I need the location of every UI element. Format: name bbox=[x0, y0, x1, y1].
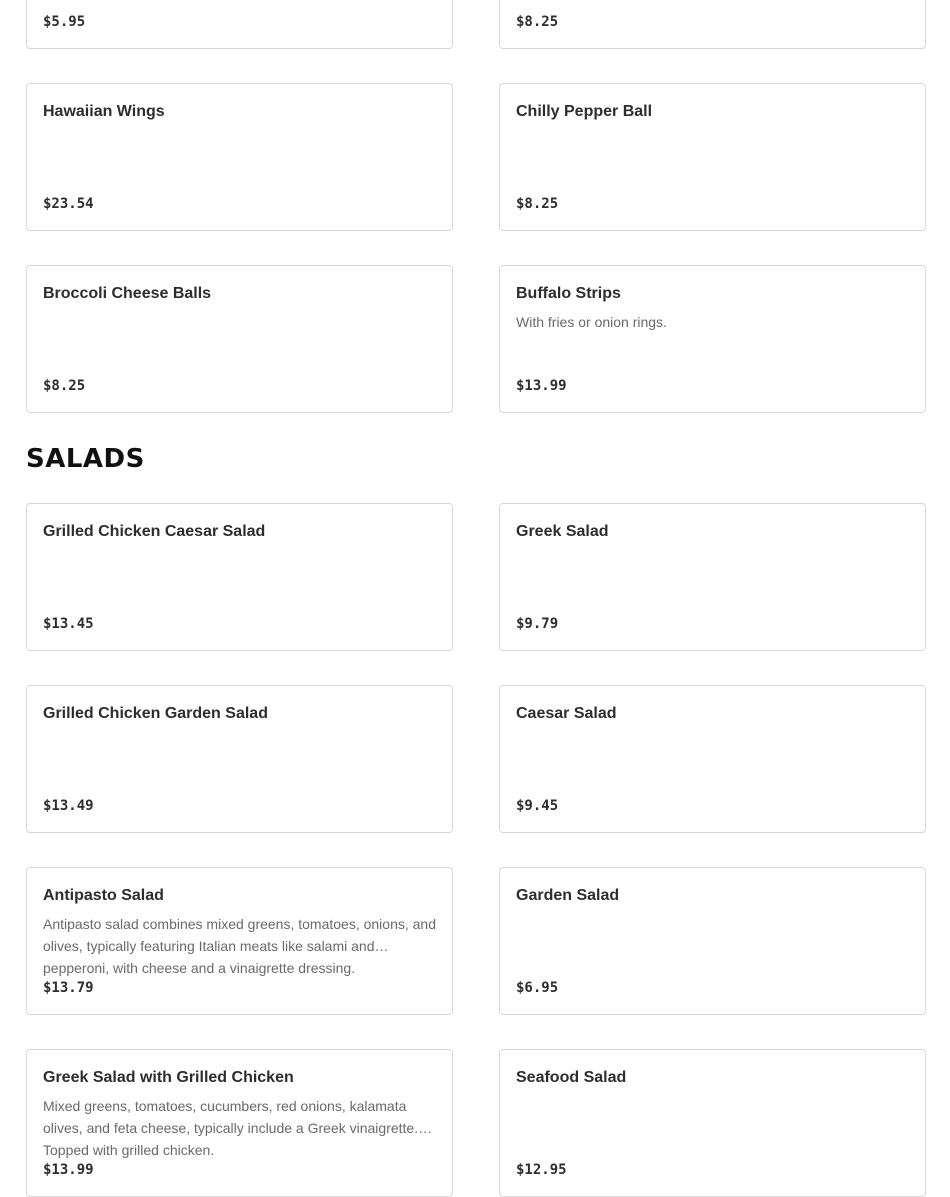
menu-item-card[interactable] bbox=[26, 503, 453, 651]
menu-item-price: $13.79 bbox=[43, 980, 94, 996]
menu-item-description: Mixed greens, tomatoes, cucumbers, red onions, kalamata olives, and feta cheese, typically include a Greek vinaigrette. Topped with grilled chicken. bbox=[43, 1098, 419, 1158]
menu-item-description: With fries or onion rings. bbox=[516, 314, 667, 330]
menu-item-card[interactable] bbox=[499, 1049, 926, 1197]
menu-item-card[interactable] bbox=[499, 503, 926, 651]
menu-item-price: $8.25 bbox=[43, 378, 86, 394]
menu-item-price: $8.25 bbox=[516, 14, 559, 30]
menu-item-card[interactable] bbox=[26, 0, 453, 49]
menu-item-price: $23.54 bbox=[43, 196, 94, 212]
menu-item-price: $5.95 bbox=[43, 14, 86, 30]
menu-item-card[interactable] bbox=[26, 1049, 453, 1197]
menu-item-price: $9.79 bbox=[516, 616, 559, 632]
section-title-salads: SALADS bbox=[26, 444, 145, 474]
menu-item-name: Grilled Chicken Garden Salad bbox=[43, 705, 268, 722]
menu-item-name: Chilly Pepper Ball bbox=[516, 103, 653, 120]
menu-item-price: $13.45 bbox=[43, 616, 94, 632]
menu-item-price: $12.95 bbox=[516, 1162, 567, 1178]
menu-item-name: Broccoli Cheese Balls bbox=[43, 285, 212, 302]
menu-item-card[interactable] bbox=[26, 685, 453, 833]
menu-item-card[interactable] bbox=[499, 0, 926, 49]
menu-item-price: $6.95 bbox=[516, 980, 559, 996]
menu-item-card[interactable] bbox=[499, 685, 926, 833]
menu-item-name: Antipasto Salad bbox=[43, 887, 164, 904]
menu-item-price: $8.25 bbox=[516, 196, 559, 212]
menu-item-price: $9.45 bbox=[516, 798, 559, 814]
menu-item-name: Greek Salad with Grilled Chicken bbox=[43, 1069, 294, 1086]
menu-item-card[interactable] bbox=[499, 83, 926, 231]
menu-item-name: Hawaiian Wings bbox=[43, 103, 165, 120]
menu-item-card[interactable] bbox=[499, 265, 926, 413]
menu-item-card[interactable] bbox=[26, 83, 453, 231]
menu-item-price: $13.99 bbox=[516, 378, 567, 394]
menu-item-card[interactable] bbox=[26, 265, 453, 413]
menu-item-name: Caesar Salad bbox=[516, 705, 617, 722]
menu-item-name: Buffalo Strips bbox=[516, 285, 621, 302]
menu-item-card[interactable] bbox=[499, 867, 926, 1015]
menu-item-name: Garden Salad bbox=[516, 887, 620, 904]
menu-item-name: Greek Salad bbox=[516, 523, 609, 540]
menu-item-description: Antipasto salad combines mixed greens, tomatoes, onions, and olives, typically featuring Italian meats like salami and pepperoni, with cheese and a vinaigrette dressing. bbox=[43, 916, 437, 976]
menu-item-price: $13.49 bbox=[43, 798, 94, 814]
menu-item-price: $13.99 bbox=[43, 1162, 94, 1178]
menu-item-name: Grilled Chicken Caesar Salad bbox=[43, 523, 266, 540]
menu-item-name: Seafood Salad bbox=[516, 1069, 627, 1086]
menu-item-card[interactable] bbox=[26, 867, 453, 1015]
